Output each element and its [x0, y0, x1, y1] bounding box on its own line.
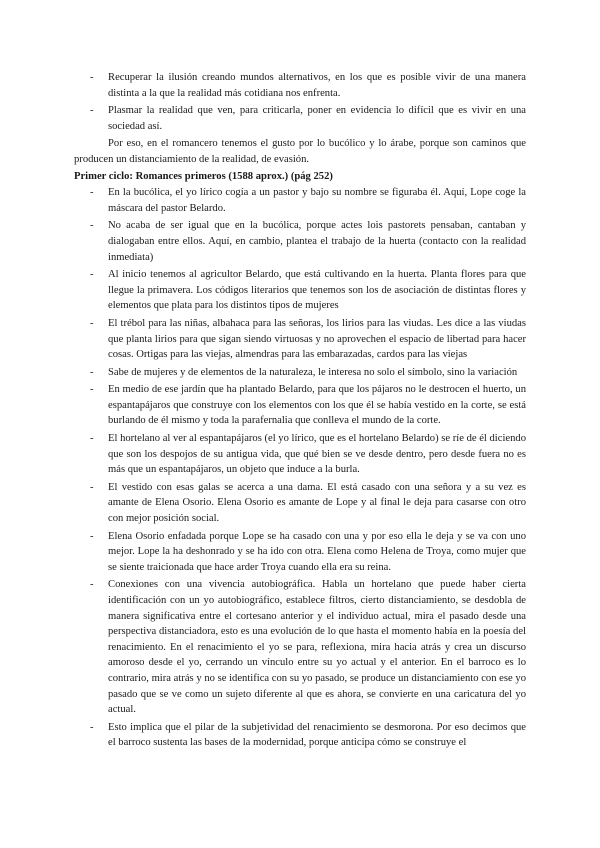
dash-marker: - [90, 721, 94, 733]
list-item [74, 365, 526, 381]
dash-marker: - [90, 72, 94, 83]
list-item [74, 267, 526, 314]
dash-marker: - [90, 187, 94, 199]
list-item [74, 316, 526, 363]
bullet-text: Conexiones con una vivencia autobiográfica. Habla un hortelano que puede haber cierta identificación con un yo autobiográfico, establece filtros, cierto distanciamiento, se desdobla de manera significativa entre el cortesano anterior y el individuo actual, mira el pasado desde una perspectiva distanciadora, esto es una evolución de lo que hasta el momento había en la poesía del renacimiento. En el renacimiento el yo se para, reflexiona, mira hacia atrás y crea un discurso amoroso desde el yo, cerrando un vínculo entre su yo actual y el anterior. En el barroco es lo contrario, mira atrás y no se identifica con su yo pasado, se produce un distanciamiento con ese yo pasado que se ve como un sujeto diferente al que es ahora, se convierte en una caricatura del yo actual. [108, 579, 526, 716]
dash-marker: - [90, 579, 94, 591]
list-item [74, 382, 526, 429]
dash-marker: - [90, 433, 94, 445]
section-heading: Primer ciclo: Romances primeros (1588 aprox.) (pág 252) [74, 170, 333, 182]
dash-marker: - [90, 220, 94, 232]
dash-marker: - [90, 105, 94, 117]
intro-bullet [74, 103, 526, 134]
bullet-text: No acaba de ser igual que en la bucólica, porque actes lois pastorets pensaban, cantaban y dialogaban entre ellos. Aquí, en cambio, plantea el trabajo de la huerta (contacto con la realidad inmediata) [108, 220, 526, 263]
list-item [74, 577, 526, 717]
bullet-text: En la bucólica, el yo lírico cogía a un pastor y bajo su nombre se figuraba él. Aquí, Lope coge la máscara del pastor Belardo. [108, 187, 526, 214]
dash-marker: - [90, 366, 94, 378]
bullet-text: El hortelano al ver al espantapájaros (el yo lírico, que es el hortelano Belardo) se ríe de él diciendo que son los despojos de su antigua vida, que qué bien se ve desde dentro, pero desde fuera no es más que un espantapájaros, un objeto que induce a la burla. [108, 433, 526, 476]
list-item [74, 720, 526, 751]
list-item [74, 218, 526, 265]
list-item [74, 529, 526, 576]
dash-marker: - [90, 317, 94, 329]
list-item [74, 185, 526, 216]
dash-marker: - [90, 269, 94, 281]
bullet-text: El trébol para las niñas, albahaca para las señoras, los lirios para las viudas. Les dice a las viudas que planta lirios para que sigan siendo virtuosas y no aprovechen el espacio de libertad para hacer cosas. Ortigas para las viejas, almendras para las embarazadas, cardos para las viejas [108, 317, 526, 361]
bullet-text: En medio de ese jardín que ha plantado Belardo, para que los pájaros no le destrocen el huerto, un espantapájaros que construye con los elementos con los que él se había vestido en la corte, se está burlando de él mismo y toda la parafernalia que conlleva el mundo de la corte. [108, 384, 526, 427]
bullet-text: Recuperar la ilusión creando mundos alternativos, en los que es posible vivir de una manera distinta a la que la realidad más cotidiana nos enfrenta. [108, 72, 526, 99]
dash-marker: - [90, 481, 94, 493]
intro-bullet [74, 70, 526, 101]
bullet-text: El vestido con esas galas se acerca a una dama. El está casado con una señora y a su vez es amante de Elena Osorio. Elena Osorio es amante de Lope y al final le deja para casarse con otro con mejor posición social. [108, 481, 526, 525]
list-item [74, 431, 526, 478]
dash-marker: - [90, 384, 94, 396]
list-item [74, 480, 526, 527]
bullet-text: Elena Osorio enfadada porque Lope se ha casado con una y por eso ella le deja y se va con uno mejor. Lope la ha deshonrado y se ha ido con otra. Elena como Helena de Troya, como mujer que se siente traicionada que hace arder Troya cuando ella era su reina. [108, 530, 526, 573]
bullet-text: Sabe de mujeres y de elementos de la naturaleza, le interesa no solo el símbolo, sino la variación [108, 366, 518, 378]
document-body [74, 70, 526, 753]
bullet-text: Plasmar la realidad que ven, para criticarla, poner en evidencia lo difícil que es vivir en una sociedad así. [108, 105, 526, 132]
dash-marker: - [90, 530, 94, 542]
bullet-text: Al inicio tenemos al agricultor Belardo, que está cultivando en la huerta. Planta flores para que llegue la primavera. Los códigos literarios que tenemos son los de asociación de distintas flores y elementos que plata para los distintos tipos de mujeres [108, 269, 526, 312]
body-paragraph: Por eso, en el romancero tenemos el gusto por lo bucólico y lo árabe, porque son caminos que producen un distanciamiento de la realidad, de evasión. [74, 138, 526, 165]
bullet-text: Esto implica que el pilar de la subjetividad del renacimiento se desmorona. Por eso decimos que el barroco sustenta las bases de la modernidad, porque anticipa cómo se construye el [108, 721, 526, 749]
